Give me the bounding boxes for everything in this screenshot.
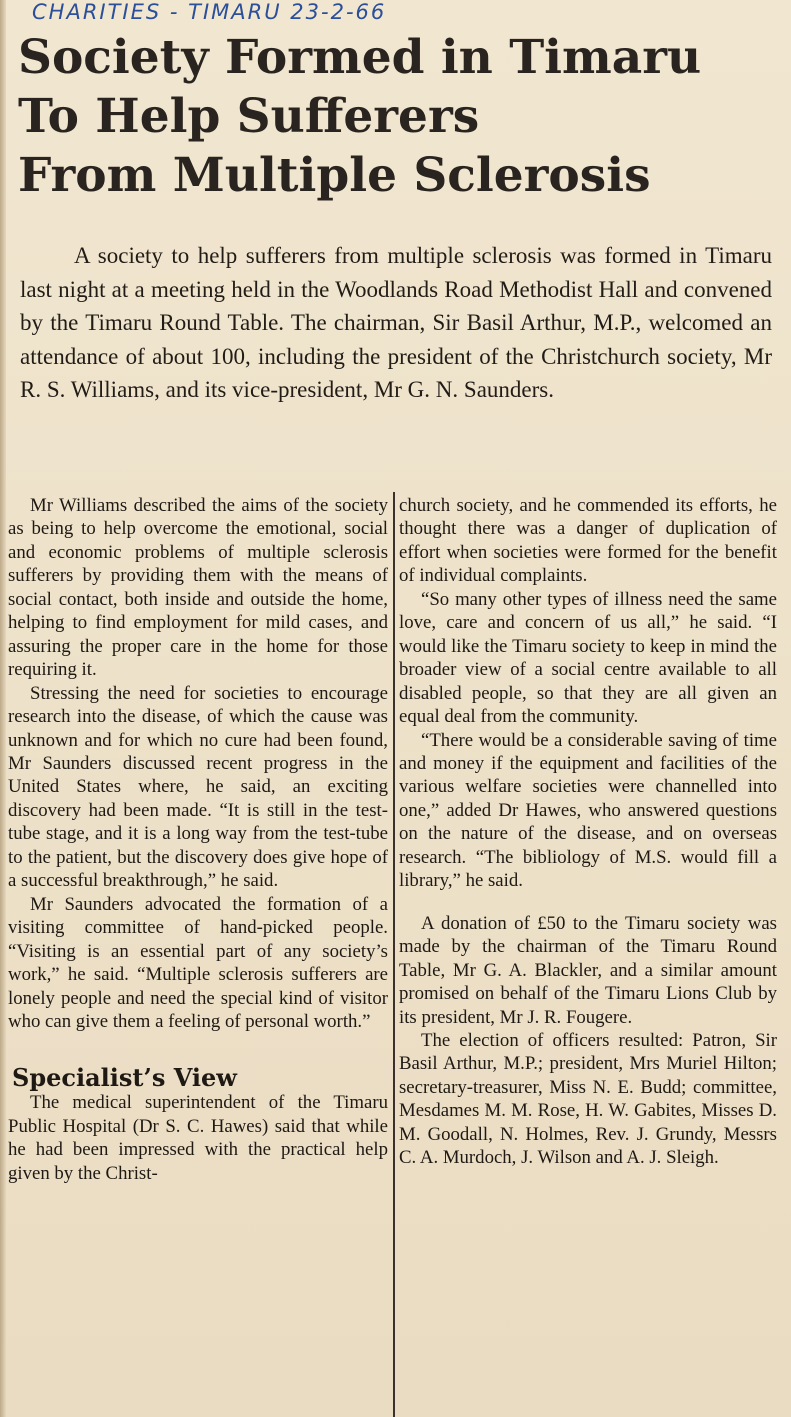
right-paragraph-5: The election of officers resulted: Patron, Sir Basil Arthur, M.P.; president, Mrs Muriel Hilton; secretary-treasurer, Miss N. E. Budd; committee, Mesdames M. M. Rose, H. W. Gabites, Misses D. M. Goodall, N. Holmes, Rev. J. Grundy, Messrs C. A. Murdoch, J. Wilson and A. J. Sleigh. [399, 1029, 777, 1169]
headline-line-1: Society Formed in Timaru [18, 30, 702, 85]
left-paragraph-2: Stressing the need for societies to encourage research into the disease, of which the cause was unknown and for which no cure had been found, Mr Saunders discussed recent progress in the United States where, he said, an exciting discovery had been made. “It is still in the test-tube stage, and it is a long way from the test-tube to the patient, but the discovery does give hope of a successful breakthrough,” he said. [8, 682, 388, 892]
right-paragraph-4: A donation of £50 to the Timaru society was made by the chairman of the Timaru Round Table, Mr G. A. Blackler, and a similar amount promised on behalf of the Timaru Lions Club by its president, Mr J. R. Fougere. [399, 912, 777, 1028]
right-paragraph-2: “So many other types of illness need the same love, care and concern of us all,” he said. “I would like the Timaru society to keep in mind the broader view of a social centre available to all disabled people, so that they are all given an equal deal from the community. [399, 588, 777, 728]
left-paragraph-1: Mr Williams described the aims of the society as being to help overcome the emotional, social and economic problems of multiple sclerosis sufferers by providing them with the means of social contact, both inside and outside the home, helping to find employment for mild cases, and assuring the proper care in the home for those requiring it. [8, 495, 388, 681]
left-column [8, 494, 388, 1185]
subheading: Specialist’s View [12, 1063, 237, 1093]
right-column [399, 494, 777, 1170]
headline-line-3: From Multiple Sclerosis [18, 148, 651, 203]
right-paragraph-1: church society, and he commended its efforts, he thought there was a danger of duplication of effort when societies were formed for the benefit of individual complaints. [399, 495, 777, 587]
headline-line-2: To Help Sufferers [18, 89, 480, 144]
right-paragraph-3: “There would be a considerable saving of time and money if the equipment and facilities of the various welfare societies were channelled into one,” added Dr Hawes, who answered questions on the nature of the disease, and on overseas research. “The bibliology of M.S. would fill a library,” he said. [399, 729, 777, 892]
intro-paragraph: A society to help sufferers from multiple sclerosis was formed in Timaru last night at a meeting held in the Woodlands Road Methodist Hall and convened by the Timaru Round Table. The chairman, Sir Basil Arthur, M.P., welcomed an attendance of about 100, including the president of the Christchurch society, Mr R. S. Williams, and its vice-president, Mr G. N. Saunders. [20, 243, 772, 403]
handwritten-annotation: CHARITIES - TIMARU 23-2-66 [32, 0, 387, 24]
left-paragraph-4: The medical superintendent of the Timaru Public Hospital (Dr S. C. Hawes) said that while he had been impressed with the practical help given by the Christ- [8, 1092, 388, 1184]
paragraph-gap [399, 893, 777, 912]
column-divider [393, 492, 395, 1417]
clipping-edge [0, 0, 6, 1417]
headline [18, 28, 788, 205]
left-paragraph-3: Mr Saunders advocated the formation of a visiting committee of hand-picked people. “Visiting is an essential part of any society’s work,” he said. “Multiple sclerosis sufferers are lonely people and need the special kind of visitor who can give them a feeling of personal worth.” [8, 893, 388, 1032]
